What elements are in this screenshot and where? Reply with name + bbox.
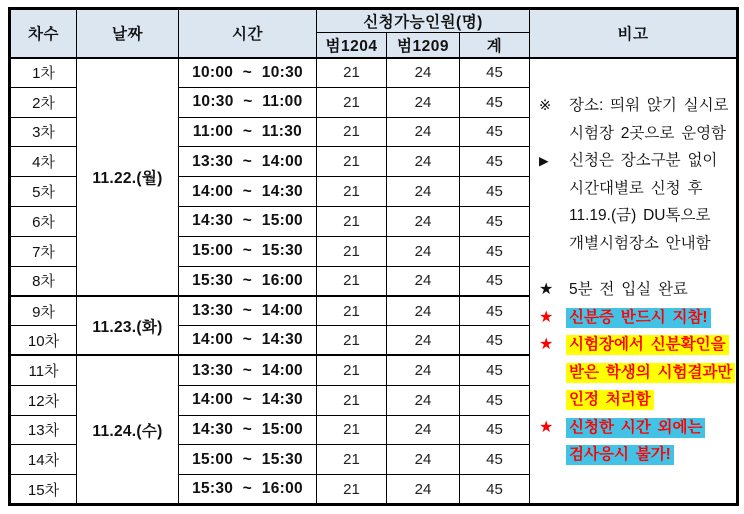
capacity-1204-cell: 21 xyxy=(317,475,387,505)
total-cell: 45 xyxy=(460,266,530,296)
header-round: 차수 xyxy=(10,9,77,58)
capacity-1204-cell: 21 xyxy=(317,117,387,147)
date-cell: 11.23.(화) xyxy=(77,296,179,356)
time-cell: 11:00 ~ 11:30 xyxy=(179,117,317,147)
remark-line xyxy=(539,332,732,360)
star-icon: ★ xyxy=(539,336,554,354)
round-cell: 5차 xyxy=(10,177,77,207)
remark-line xyxy=(539,304,732,332)
round-cell: 4차 xyxy=(10,147,77,177)
remark-line xyxy=(539,277,732,305)
time-cell: 13:30 ~ 14:00 xyxy=(179,355,317,385)
capacity-1209-cell: 24 xyxy=(387,266,460,296)
table-row xyxy=(10,58,738,88)
total-cell: 45 xyxy=(460,475,530,505)
total-cell: 45 xyxy=(460,147,530,177)
total-cell: 45 xyxy=(460,385,530,415)
capacity-1204-cell: 21 xyxy=(317,296,387,326)
total-cell: 45 xyxy=(460,87,530,117)
header-total: 계 xyxy=(460,33,530,58)
capacity-1209-cell: 24 xyxy=(387,326,460,356)
remark-text: 시험장 2곳으로 운영함 xyxy=(569,124,727,142)
header-time: 시간 xyxy=(179,9,317,58)
round-cell: 15차 xyxy=(10,475,77,505)
star-icon: ★ xyxy=(539,281,554,299)
round-cell: 9차 xyxy=(10,296,77,326)
total-cell: 45 xyxy=(460,326,530,356)
total-cell: 45 xyxy=(460,58,530,88)
capacity-1209-cell: 24 xyxy=(387,296,460,326)
capacity-1209-cell: 24 xyxy=(387,177,460,207)
round-cell: 14차 xyxy=(10,445,77,475)
round-cell: 11차 xyxy=(10,355,77,385)
time-cell: 15:00 ~ 15:30 xyxy=(179,445,317,475)
remark-line xyxy=(539,442,732,470)
time-cell: 14:00 ~ 14:30 xyxy=(179,177,317,207)
capacity-1209-cell: 24 xyxy=(387,58,460,88)
remark-text: 신청한 시간 외에는 xyxy=(566,418,705,438)
remark-text: 11.19.(금) DU톡으로 xyxy=(569,207,711,225)
round-cell: 1차 xyxy=(10,58,77,88)
header-capacity-group: 신청가능인원(명) xyxy=(317,9,530,33)
remark-text: 신분증 반드시 지참! xyxy=(566,308,711,328)
remark-line xyxy=(539,148,732,176)
capacity-1204-cell: 21 xyxy=(317,355,387,385)
capacity-1204-cell: 21 xyxy=(317,58,387,88)
remark-line xyxy=(539,359,732,387)
round-cell: 3차 xyxy=(10,117,77,147)
capacity-1204-cell: 21 xyxy=(317,236,387,266)
capacity-1209-cell: 24 xyxy=(387,117,460,147)
remarks-cell xyxy=(530,58,738,505)
capacity-1209-cell: 24 xyxy=(387,415,460,445)
remark-text: 시험장에서 신분확인을 xyxy=(566,335,729,355)
total-cell: 45 xyxy=(460,177,530,207)
remark-spacer xyxy=(539,258,732,277)
total-cell: 45 xyxy=(460,206,530,236)
round-cell: 2차 xyxy=(10,87,77,117)
header-remarks: 비고 xyxy=(530,9,738,58)
time-cell: 10:00 ~ 10:30 xyxy=(179,58,317,88)
capacity-1209-cell: 24 xyxy=(387,236,460,266)
round-cell: 10차 xyxy=(10,326,77,356)
round-cell: 7차 xyxy=(10,236,77,266)
table-header xyxy=(10,9,738,58)
time-cell: 13:30 ~ 14:00 xyxy=(179,147,317,177)
capacity-1204-cell: 21 xyxy=(317,206,387,236)
total-cell: 45 xyxy=(460,296,530,326)
total-cell: 45 xyxy=(460,117,530,147)
time-cell: 14:00 ~ 14:30 xyxy=(179,326,317,356)
round-cell: 13차 xyxy=(10,415,77,445)
capacity-1204-cell: 21 xyxy=(317,87,387,117)
remark-text: 5분 전 입실 완료 xyxy=(569,281,688,299)
remark-text: 장소: 띄워 앉기 실시로 xyxy=(569,97,729,115)
remark-line xyxy=(539,203,732,231)
exam-schedule-table xyxy=(8,7,739,506)
arrow-bullet-icon: ▶ xyxy=(539,154,549,169)
capacity-1204-cell: 21 xyxy=(317,445,387,475)
remark-line xyxy=(539,120,732,148)
time-cell: 15:30 ~ 16:00 xyxy=(179,266,317,296)
time-cell: 15:30 ~ 16:00 xyxy=(179,475,317,505)
capacity-1204-cell: 21 xyxy=(317,326,387,356)
capacity-1209-cell: 24 xyxy=(387,147,460,177)
remark-line xyxy=(539,414,732,442)
reference-mark-icon: ※ xyxy=(539,98,552,115)
capacity-1204-cell: 21 xyxy=(317,266,387,296)
capacity-1209-cell: 24 xyxy=(387,445,460,475)
remark-text: 받은 학생의 시험결과만 xyxy=(566,363,735,383)
remark-text: 검사응시 불가! xyxy=(566,445,674,465)
schedule-body xyxy=(10,58,738,505)
star-icon: ★ xyxy=(539,418,554,436)
date-cell: 11.22.(월) xyxy=(77,58,179,296)
capacity-1204-cell: 21 xyxy=(317,385,387,415)
total-cell: 45 xyxy=(460,355,530,385)
time-cell: 14:30 ~ 15:00 xyxy=(179,415,317,445)
time-cell: 10:30 ~ 11:00 xyxy=(179,87,317,117)
remark-text: 인정 처리함 xyxy=(566,390,654,410)
header-date: 날짜 xyxy=(77,9,179,58)
total-cell: 45 xyxy=(460,415,530,445)
remark-line xyxy=(539,230,732,258)
remark-text: 개별시험장소 안내함 xyxy=(569,234,711,252)
time-cell: 13:30 ~ 14:00 xyxy=(179,296,317,326)
round-cell: 8차 xyxy=(10,266,77,296)
time-cell: 14:00 ~ 14:30 xyxy=(179,385,317,415)
star-icon: ★ xyxy=(539,308,554,326)
total-cell: 45 xyxy=(460,445,530,475)
remark-line xyxy=(539,175,732,203)
date-cell: 11.24.(수) xyxy=(77,355,179,504)
time-cell: 14:30 ~ 15:00 xyxy=(179,206,317,236)
total-cell: 45 xyxy=(460,236,530,266)
capacity-1209-cell: 24 xyxy=(387,206,460,236)
remark-line xyxy=(539,387,732,415)
remark-line xyxy=(539,93,732,121)
header-room-1209: 범1209 xyxy=(387,33,460,58)
capacity-1204-cell: 21 xyxy=(317,415,387,445)
capacity-1209-cell: 24 xyxy=(387,385,460,415)
capacity-1209-cell: 24 xyxy=(387,475,460,505)
time-cell: 15:00 ~ 15:30 xyxy=(179,236,317,266)
capacity-1204-cell: 21 xyxy=(317,147,387,177)
capacity-1209-cell: 24 xyxy=(387,87,460,117)
round-cell: 12차 xyxy=(10,385,77,415)
header-room-1204: 범1204 xyxy=(317,33,387,58)
capacity-1204-cell: 21 xyxy=(317,177,387,207)
capacity-1209-cell: 24 xyxy=(387,355,460,385)
remark-text: 시간대별로 신청 후 xyxy=(569,179,703,197)
round-cell: 6차 xyxy=(10,206,77,236)
remark-text: 신청은 장소구분 없이 xyxy=(569,152,718,170)
